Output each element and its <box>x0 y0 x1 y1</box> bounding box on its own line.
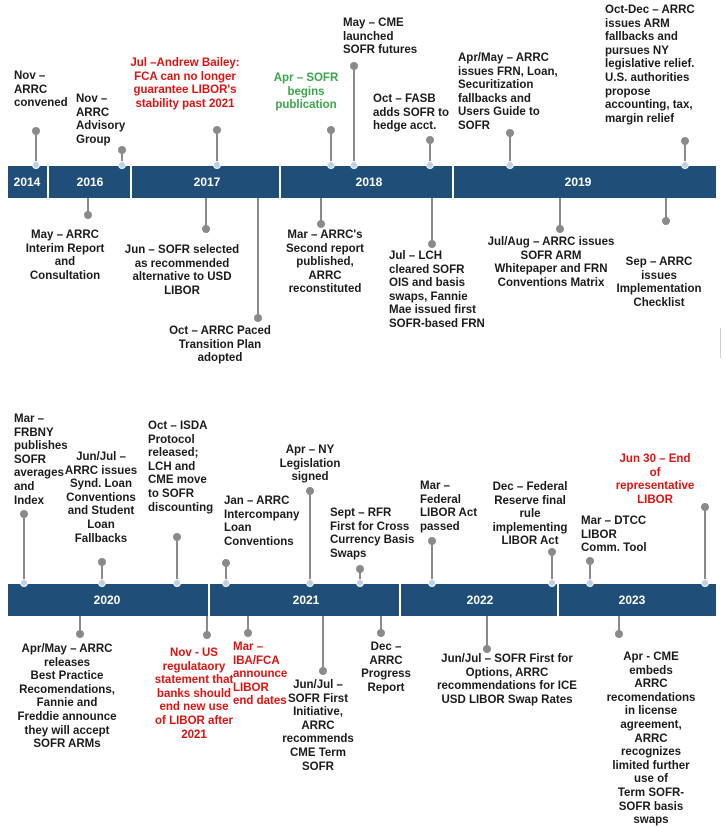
event-mar-2022-libor-act: Mar – Federal LIBOR Act passed <box>420 480 478 533</box>
connector-dot <box>244 629 252 637</box>
year-divider <box>208 584 210 616</box>
year-label: 2017 <box>193 175 221 189</box>
event-apr-2023-cme-license: Apr - CME embeds ARRC recomendations in license agreement, ARRC recognizes limited further use of Term SOFR-SOFR basis swaps <box>606 651 696 827</box>
connector <box>216 130 218 164</box>
event-apr-2018-sofr-publication: Apr – SOFR begins publication <box>273 72 339 112</box>
timeline-marker <box>118 161 126 169</box>
connector <box>35 131 37 164</box>
event-mar-2018-second-report: Mar – ARRC's Second report published, ARRC reconstituted <box>286 229 364 296</box>
event-jun-jul-2021-sofr-first: Jun/Jul – SOFR First Initiative, ARRC recommends CME Term SOFR <box>282 679 354 773</box>
event-nov-2015-advisory-group: Nov – ARRC Advisory Group <box>76 93 126 146</box>
connector <box>330 130 332 164</box>
connector <box>431 198 433 243</box>
event-jul-2017-bailey: Jul –Andrew Bailey: FCA can no longer guarantee LIBOR's stability past 2021 <box>130 57 240 110</box>
connector-dot <box>76 630 84 638</box>
timeline-marker <box>426 161 434 169</box>
connector-dot <box>32 127 40 135</box>
connector-dot <box>118 146 126 154</box>
connector-dot <box>428 537 436 545</box>
connector-dot <box>662 217 670 225</box>
year-divider <box>452 166 454 198</box>
timeline-marker <box>306 579 314 587</box>
connector <box>704 507 706 582</box>
event-jan-2021-intercompany-loan: Jan – ARRC Intercompany Loan Conventions <box>224 495 300 548</box>
event-sept-2021-rfr-cross-currency: Sept – RFR First for Cross Currency Basis Swaps <box>330 507 415 560</box>
event-jul-2018-lch-cleared: Jul – LCH cleared SOFR OIS and basis swaps, Fannie Mae issued first SOFR-based FRN <box>389 250 485 330</box>
connector-dot <box>586 557 594 565</box>
timeline-marker <box>506 161 514 169</box>
event-jun-2017-sofr-selected: Jun – SOFR selected as recommended alternative to USD LIBOR <box>124 244 240 297</box>
connector <box>559 198 561 228</box>
timeline-marker <box>32 161 40 169</box>
timeline-bar-2 <box>8 584 716 616</box>
event-apr-may-2020-best-practice: Apr/May – ARRC releases Best Practice Recomendations, Fannie and Freddie announce they will accept SOFR ARMs <box>17 643 117 751</box>
connector-dot <box>615 630 623 638</box>
event-mar-2020-sofr-averages: Mar – FRBNY publishes SOFR averages and Index <box>14 413 68 507</box>
timeline-marker <box>20 579 28 587</box>
event-apr-2019-fallbacks: Apr/May – ARRC issues FRN, Loan, Securitization fallbacks and Users Guide to SOFR <box>458 52 558 132</box>
year-label: 2018 <box>355 175 383 189</box>
event-may-2018-cme-futures: May – CME launched SOFR futures <box>343 17 418 57</box>
event-mar-2023-dtcc-tool: Mar – DTCC LIBOR Comm. Tool <box>581 515 647 555</box>
year-label: 2021 <box>292 593 320 607</box>
connector-dot <box>350 62 358 70</box>
event-jun-jul-2022-sofr-first-options: Jun/Jul – SOFR First for Options, ARRC recommendations for ICE USD LIBOR Swap Rates <box>437 653 577 706</box>
year-label: 2014 <box>13 175 41 189</box>
event-jun-jul-2020-synd-loan: Jun/Jul – ARRC issues Synd. Loan Conventions and Student Loan Fallbacks <box>64 451 138 545</box>
connector-dot <box>681 137 689 145</box>
connector-dot <box>556 225 564 233</box>
timeline-bar-1 <box>8 166 716 198</box>
event-jun-30-2023-end-libor: Jun 30 – End of representative LIBOR <box>615 453 695 506</box>
year-label: 2022 <box>466 593 494 607</box>
connector-dot <box>506 129 514 137</box>
connector-dot <box>317 220 325 228</box>
event-mar-2021-iba-fca-end-dates: Mar – IBA/FCA announce LIBOR end dates <box>233 641 288 708</box>
timeline-marker <box>222 579 230 587</box>
connector-dot <box>222 559 230 567</box>
connector-dot <box>428 240 436 248</box>
event-jul-aug-2019-sofr-arm: Jul/Aug – ARRC issues SOFR ARM Whitepaper and FRN Conventions Matrix <box>487 236 615 289</box>
year-divider <box>47 166 49 198</box>
timeline-marker <box>701 579 709 587</box>
year-divider <box>399 584 401 616</box>
timeline-marker <box>681 161 689 169</box>
connector-dot <box>20 510 28 518</box>
connector-dot <box>548 548 556 556</box>
connector-dot <box>356 565 364 573</box>
connector-dot <box>213 126 221 134</box>
event-sep-2019-checklist: Sep – ARRC issues Implementation Checklist <box>616 256 702 309</box>
connector-dot <box>202 225 210 233</box>
event-dec-2022-fed-final-rule: Dec – Federal Reserve final rule implementing LIBOR Act <box>492 481 568 548</box>
timeline-marker <box>586 579 594 587</box>
connector-dot <box>306 487 314 495</box>
connector <box>431 541 433 582</box>
timeline-marker <box>350 161 358 169</box>
year-label: 2016 <box>76 175 104 189</box>
connector-dot <box>377 629 385 637</box>
connector <box>205 198 207 228</box>
connector-dot <box>319 667 327 675</box>
connector-dot <box>254 314 262 322</box>
event-oct-2020-isda-protocol: Oct – ISDA Protocol released; LCH and CME move to SOFR discounting <box>148 420 214 514</box>
timeline-marker <box>327 161 335 169</box>
year-label: 2023 <box>618 593 646 607</box>
timeline-marker <box>173 579 181 587</box>
connector <box>509 133 511 164</box>
connector-dot <box>483 645 491 653</box>
year-label: 2020 <box>93 593 121 607</box>
event-oct-dec-2019-arm: Oct-Dec – ARRC issues ARM fallbacks and pursues NY legislative relief. U.S. authorities propose accounting, tax, margin relief <box>605 4 695 125</box>
timeline-marker <box>98 579 106 587</box>
connector-dot <box>426 136 434 144</box>
connector <box>309 491 311 582</box>
event-oct-2018-fasb: Oct – FASB adds SOFR to hedge acct. <box>373 93 450 133</box>
connector-dot <box>203 631 211 639</box>
year-divider <box>279 166 281 198</box>
year-divider <box>130 166 132 198</box>
year-divider <box>557 584 559 616</box>
event-oct-2017-paced-transition: Oct – ARRC Paced Transition Plan adopted <box>169 325 271 365</box>
connector <box>486 616 488 648</box>
event-may-2016-interim-report: May – ARRC Interim Report and Consultation <box>25 229 105 282</box>
year-label: 2019 <box>564 175 592 189</box>
timeline-marker <box>428 579 436 587</box>
edge-line <box>720 328 721 358</box>
connector <box>322 616 324 670</box>
connector-dot <box>84 211 92 219</box>
timeline-marker <box>548 579 556 587</box>
event-dec-2021-progress-report: Dec – ARRC Progress Report <box>361 641 411 694</box>
connector-dot <box>701 503 709 511</box>
event-nov-2020-regulatory-statement: Nov - US regulataory statement that banks should end new use of LIBOR after 2021 <box>154 647 234 741</box>
connector <box>257 198 259 317</box>
connector <box>176 537 178 582</box>
timeline-marker <box>213 161 221 169</box>
connector <box>551 552 553 582</box>
event-nov-2014-arrc-convened: Nov – ARRC convened <box>14 70 68 110</box>
connector-dot <box>98 558 106 566</box>
timeline-marker <box>356 579 364 587</box>
event-apr-2021-ny-legislation: Apr – NY Legislation signed <box>279 444 341 484</box>
connector-dot <box>327 126 335 134</box>
connector <box>353 66 355 164</box>
connector-dot <box>173 533 181 541</box>
connector <box>23 514 25 582</box>
